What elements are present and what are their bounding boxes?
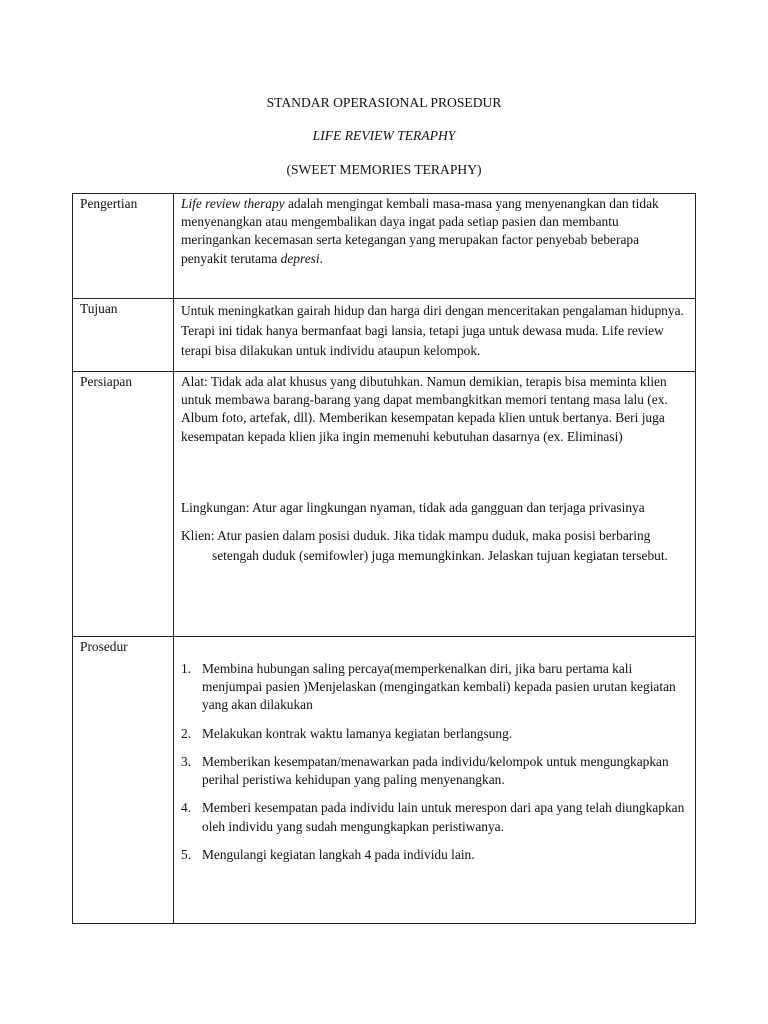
step-text: Mengulangi kegiatan langkah 4 pada individu lain. (202, 846, 475, 862)
sop-table (72, 193, 696, 924)
persiapan-klien: Klien: Atur pasien dalam posisi duduk. Jika tidak mampu duduk, maka posisi berbaring setengah duduk (semifowler) juga memungkinkan. Jelaskan tujuan kegiatan tersebut. (181, 527, 668, 564)
content-pengertian (174, 194, 696, 299)
row-persiapan (73, 372, 696, 637)
step-text: Memberi kesempatan pada individu lain untuk merespon dari apa yang telah diungkapkan oleh individu yang sudah mengungkapkan peristiwanya. (202, 800, 685, 834)
label-tujuan: Tujuan (73, 299, 174, 372)
list-item (181, 660, 686, 715)
step-text: Memberikan kesempatan/menawarkan pada individu/kelompok untuk mengungkapkan perihal peristiwa kehidupan yang paling menyenangkan. (202, 753, 669, 788)
row-prosedur (73, 637, 696, 924)
content-persiapan (174, 372, 696, 637)
step-text: Melakukan kontrak waktu lamanya kegiatan berlangsung. (202, 725, 513, 741)
row-pengertian (73, 194, 696, 299)
persiapan-lingkungan: Lingkungan: Atur agar lingkungan nyaman, tidak ada gangguan dan terjaga privasinya (181, 499, 645, 515)
pengertian-end: . (319, 250, 323, 266)
label-persiapan: Persiapan (73, 372, 174, 637)
pengertian-text (181, 195, 686, 268)
tujuan-text: Untuk meningkatkan gairah hidup dan harga diri dengan menceritakan pengalaman hidupnya. Terapi ini tidak hanya bermanfaat bagi lansia, tetapi juga untuk dewasa muda. Life review terapi bisa dilakukan untuk individu ataupun kelompok. (181, 303, 684, 359)
list-item (181, 846, 686, 864)
list-item (181, 753, 686, 789)
step-text: Membina hubungan saling percaya(memperkenalkan diri, jika baru pertama kali menjumpai pasien )Menjelaskan (mengingatkan kembali) kepada pasien urutan kegiatan yang akan dilakukan (202, 661, 676, 713)
document-subtitle: LIFE REVIEW TERAPHY (312, 128, 456, 143)
step-number: 4. (181, 800, 192, 816)
content-prosedur (174, 637, 696, 924)
pengertian-term: Life review therapy (181, 196, 285, 211)
label-prosedur: Prosedur (73, 637, 174, 924)
persiapan-alat: Alat: Tidak ada alat khusus yang dibutuhkan. Namun demikian, terapis bisa meminta klien untuk membawa barang-barang yang dapat membangkitkan memori tentang masa lalu (ex. Album foto, artefak, dll). Memberikan kesempatan kepada klien untuk bertanya. Beri juga kesempatan kepada klien jika ingin memenuhi kebutuhan dasarnya (ex. Eliminasi) (181, 374, 668, 444)
list-item (181, 799, 686, 835)
content-tujuan (174, 299, 696, 372)
label-pengertian: Pengertian (73, 194, 174, 299)
prosedur-steps (181, 660, 686, 864)
document-subtitle-alt: (SWEET MEMORIES TERAPHY) (286, 162, 482, 177)
step-number: 2. (181, 725, 192, 741)
document-title: STANDAR OPERASIONAL PROSEDUR (266, 95, 502, 110)
pengertian-body: adalah mengingat kembali masa-masa yang menyenangkan dan tidak menyenangkan atau mengembalikan daya ingat pada setiap pasien dan membantu meringankan kecemasan serta ketegangan yang merupakan factor penyebab beberapa penyakit terutama (181, 196, 659, 266)
pengertian-emphasis: depresi (280, 250, 320, 266)
step-number: 5. (181, 846, 192, 862)
step-number: 3. (181, 753, 192, 769)
row-tujuan (73, 299, 696, 372)
step-number: 1. (181, 661, 192, 676)
list-item (181, 725, 686, 743)
